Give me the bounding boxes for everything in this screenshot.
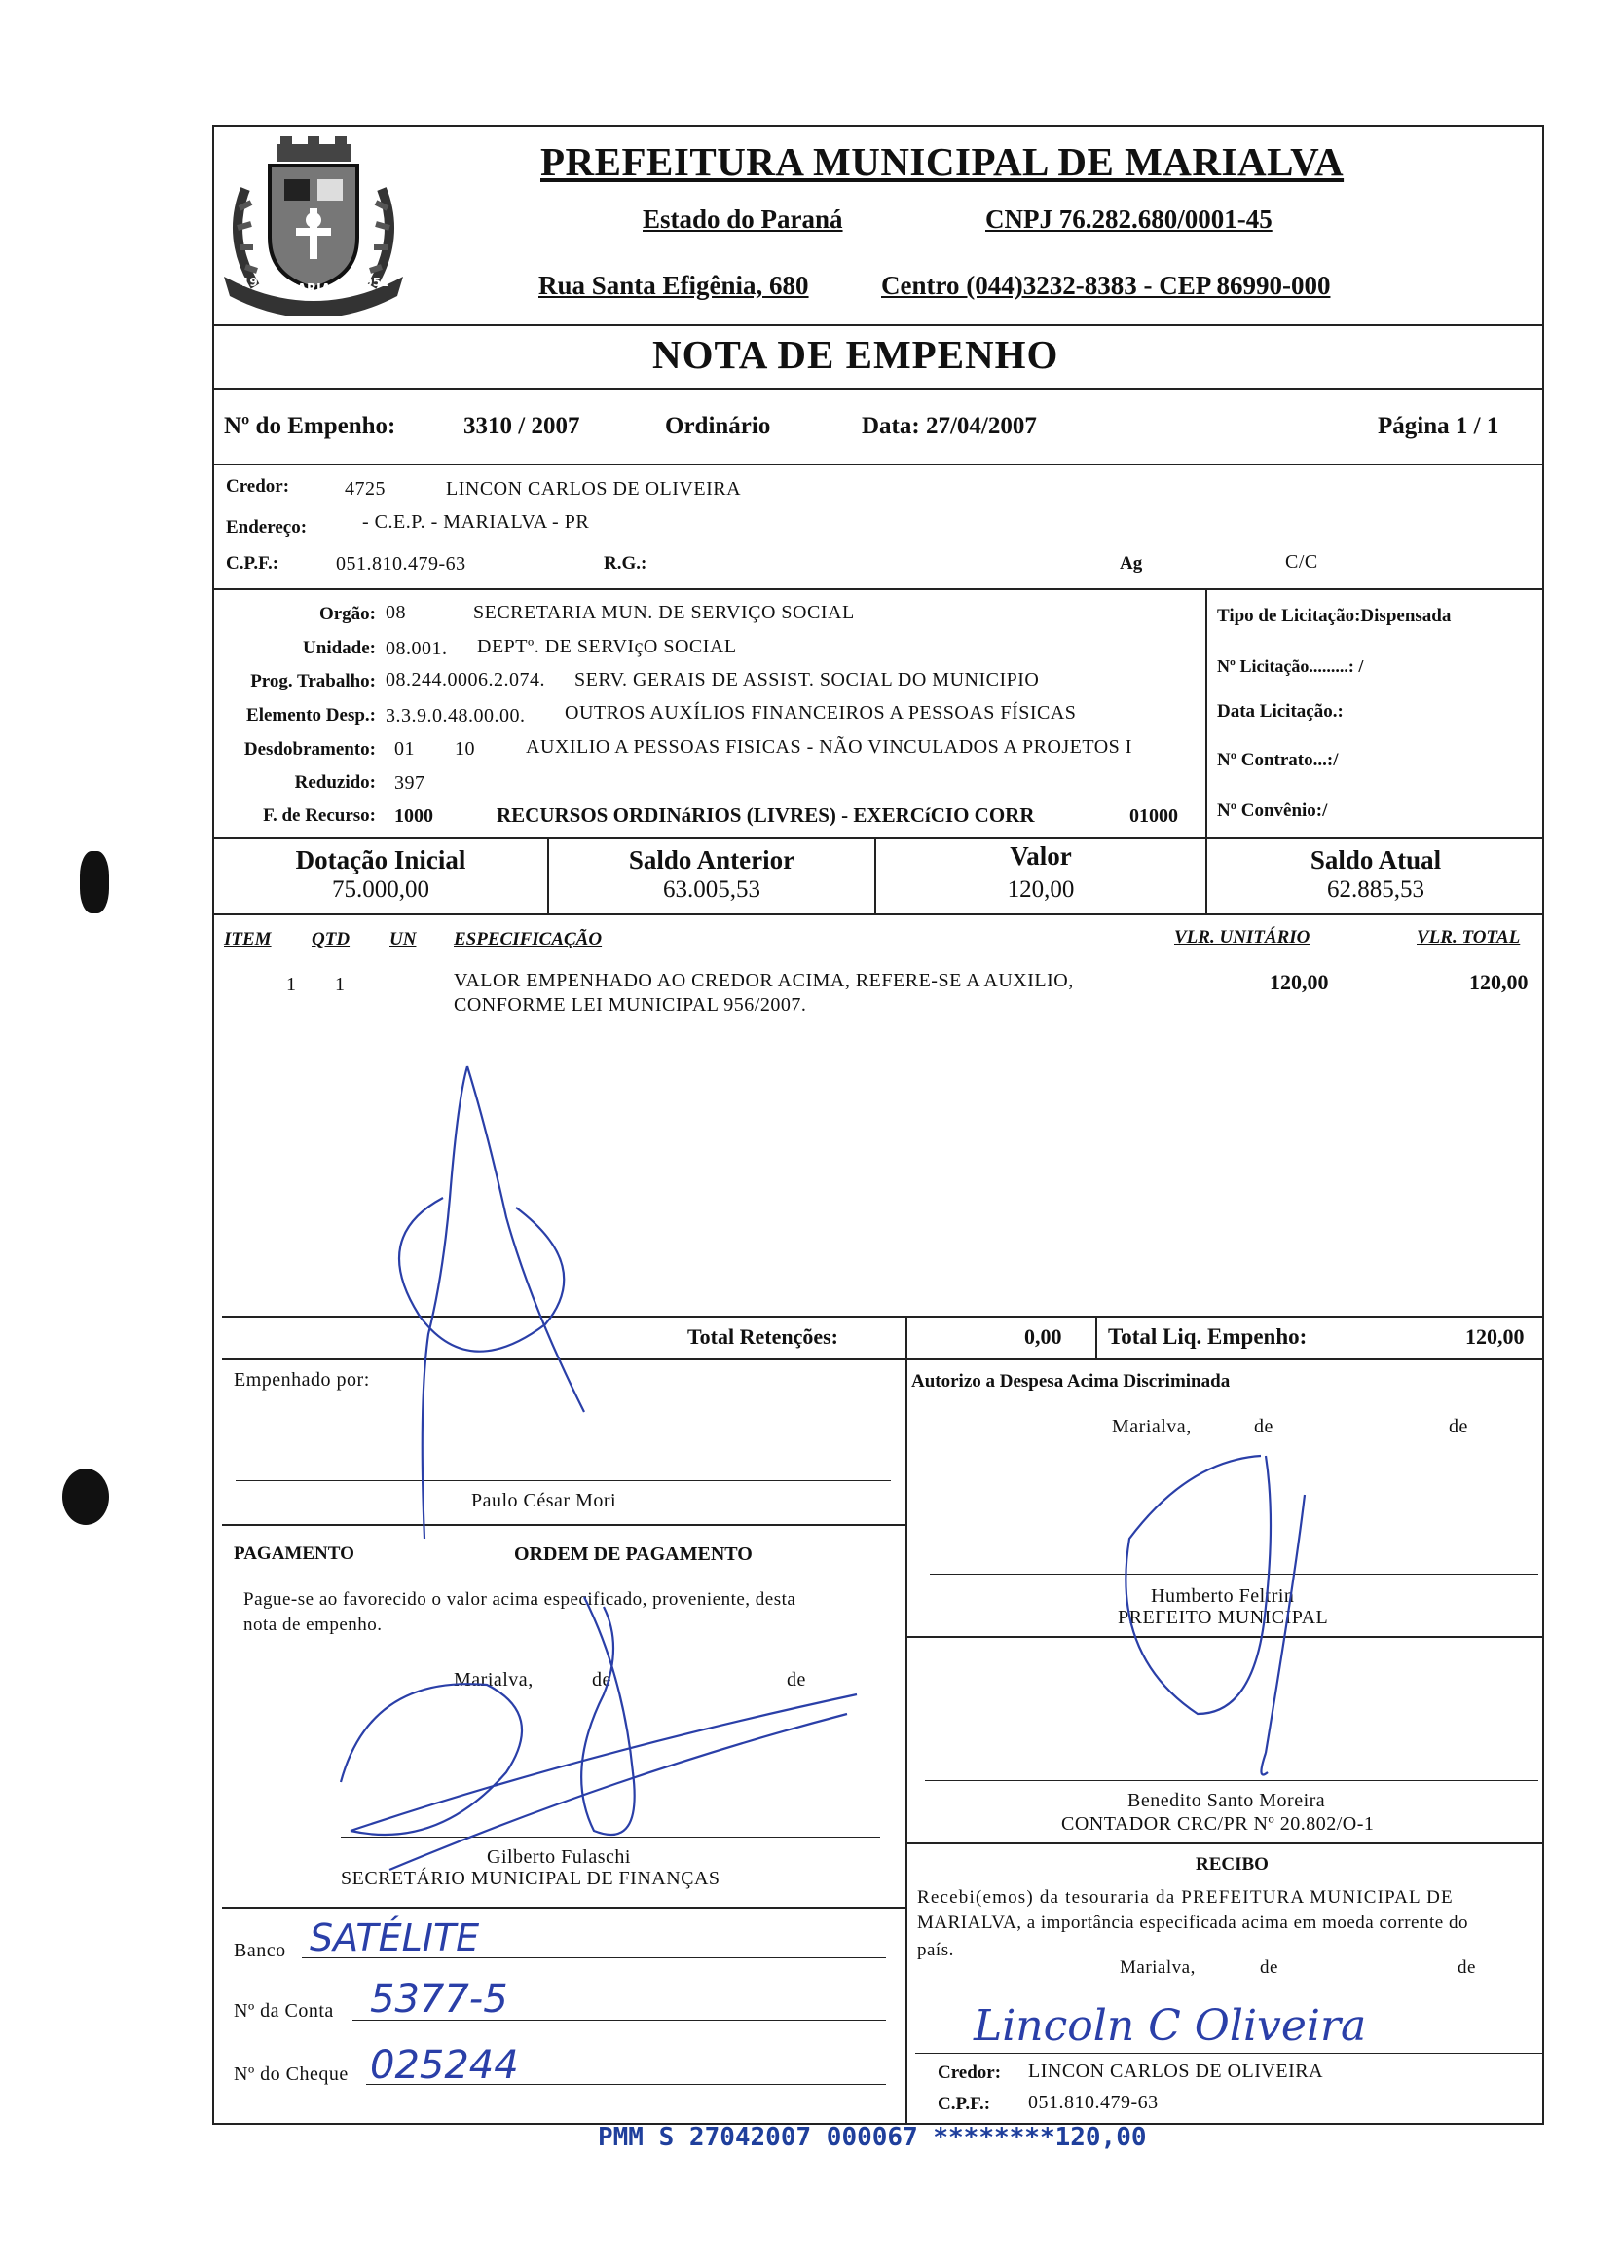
- item-number: 1: [286, 974, 297, 995]
- cheque-label: Nº do Cheque: [234, 2064, 349, 2085]
- divider: [1095, 1316, 1097, 1358]
- conta-label: Nº da Conta: [234, 2000, 334, 2022]
- orgao-desc: SECRETARIA MUN. DE SERVIÇO SOCIAL: [473, 602, 855, 623]
- endereco-label: Endereço:: [226, 517, 308, 538]
- dotacao-inicial-label: Dotação Inicial: [295, 845, 466, 874]
- recurso-code-2: 01000: [1129, 805, 1178, 827]
- prog-desc: SERV. GERAIS DE ASSIST. SOCIAL DO MUNICIPIO: [574, 669, 1040, 690]
- divider: [905, 1636, 1544, 1638]
- numero-convenio: Nº Convênio:/: [1217, 800, 1328, 821]
- cpf-label: C.P.F.:: [226, 553, 279, 574]
- prefeito-name: Humberto Feltrin: [1151, 1585, 1295, 1607]
- valor-value: 120,00: [1007, 876, 1075, 903]
- cnpj: CNPJ 76.282.680/0001-45: [985, 204, 1273, 234]
- col-total-header: VLR. TOTAL: [1417, 927, 1521, 948]
- pagamento-text-2: nota de empenho.: [243, 1615, 383, 1635]
- pagamento-place: Marialva,: [454, 1669, 534, 1691]
- signature-line: [930, 1574, 1538, 1575]
- saldo-anterior-value: 63.005,53: [663, 876, 760, 903]
- cpf-value: 051.810.479-63: [336, 553, 466, 575]
- address: Rua Santa Efigênia, 680: [538, 271, 809, 300]
- divider: [212, 588, 1544, 590]
- autorizo-de-1: de: [1254, 1416, 1273, 1437]
- divider: [212, 913, 1544, 915]
- divider: [212, 837, 1544, 839]
- recurso-label: F. de Recurso:: [263, 805, 376, 826]
- secretario-role: SECRETÁRIO MUNICIPAL DE FINANÇAS: [341, 1868, 720, 1889]
- autorizo-label: Autorizo a Despesa Acima Discriminada: [911, 1371, 1231, 1392]
- contact-info: Centro (044)3232-8383 - CEP 86990-000: [881, 271, 1331, 300]
- col-spec-header: ESPECIFICAÇÃO: [454, 929, 603, 949]
- divider: [905, 1358, 907, 2125]
- credor-label: Credor:: [226, 476, 290, 497]
- recibo-label: RECIBO: [1196, 1854, 1269, 1875]
- pagamento-text-1: Pague-se ao favorecido o valor acima especificado, proveniente, desta: [243, 1589, 796, 1610]
- saldo-anterior-label: Saldo Anterior: [628, 845, 795, 874]
- saldo-atual-value: 62.885,53: [1327, 876, 1424, 903]
- col-un-header: UN: [389, 929, 417, 949]
- pagamento-de-2: de: [787, 1669, 806, 1691]
- signature-line: [915, 2053, 1544, 2054]
- empenho-label: Nº do Empenho:: [224, 413, 396, 439]
- item-spec-line-1: VALOR EMPENHADO AO CREDOR ACIMA, REFERE-SE A AUXILIO,: [454, 970, 1074, 991]
- empenho-date: Data: 27/04/2007: [862, 413, 1037, 439]
- recurso-code: 1000: [394, 805, 433, 827]
- banco-label: Banco: [234, 1940, 286, 1961]
- scan-hole-mark: [62, 1469, 109, 1525]
- desdobramento-code-2: 10: [455, 738, 475, 760]
- scan-hole-mark: [80, 851, 109, 913]
- numero-contrato: Nº Contrato...:/: [1217, 750, 1339, 770]
- recibo-credor-name: LINCON CARLOS DE OLIVEIRA: [1028, 2061, 1324, 2082]
- empenhado-por-name: Paulo César Mori: [471, 1490, 617, 1511]
- elemento-desc: OUTROS AUXÍLIOS FINANCEIROS A PESSOAS FÍSICAS: [565, 702, 1077, 724]
- crest-year-left: 1951: [241, 276, 275, 289]
- desdobramento-desc: AUXILIO A PESSOAS FISICAS - NÃO VINCULADOS A PROJETOS I: [526, 736, 1132, 758]
- empenhado-por-label: Empenhado por:: [234, 1369, 370, 1391]
- col-item-header: ITEM: [224, 929, 272, 949]
- orgao-label: Orgão:: [318, 604, 376, 624]
- total-liquido-value: 120,00: [1465, 1324, 1525, 1349]
- desdobramento-label: Desdobramento:: [243, 739, 376, 760]
- saldo-atual-label: Saldo Atual: [1310, 845, 1442, 874]
- divider: [1205, 588, 1207, 837]
- credor-signature: Lincoln C Oliveira: [974, 2001, 1367, 2051]
- desdobramento-code: 01: [394, 738, 415, 760]
- recibo-de-1: de: [1260, 1957, 1278, 1978]
- recibo-text-2: MARIALVA, a importância especificada acima em moeda corrente do: [917, 1913, 1468, 1933]
- agency-label: Ag: [1120, 553, 1143, 574]
- col-unit-header: VLR. UNITÁRIO: [1174, 927, 1310, 948]
- signature-line: [341, 1837, 880, 1838]
- conta-value: 5377-5: [370, 1977, 508, 2022]
- banco-value: SATÉLITE: [310, 1916, 480, 1959]
- recurso-desc: RECURSOS ORDINáRIOS (LIVRES) - EXERCíCIO CORR: [497, 803, 1035, 827]
- elemento-code: 3.3.9.0.48.00.00.: [386, 705, 526, 726]
- tipo-licitacao: Tipo de Licitação:Dispensada: [1217, 606, 1452, 626]
- account-label: C/C: [1285, 551, 1318, 573]
- payment-stamp: PMM S 27042007 000067 ********120,00: [598, 2123, 1147, 2152]
- pagamento-de-1: de: [592, 1669, 611, 1691]
- divider: [222, 1316, 1544, 1318]
- unidade-code: 08.001.: [386, 638, 448, 659]
- crest-banner-text: MARIALVA: [284, 282, 356, 297]
- pagamento-label: PAGAMENTO: [234, 1543, 354, 1564]
- prefeito-role: PREFEITO MUNICIPAL: [1118, 1607, 1329, 1628]
- divider: [212, 388, 1544, 390]
- unidade-desc: DEPTº. DE SERVIçO SOCIAL: [477, 636, 737, 657]
- item-spec-line-2: CONFORME LEI MUNICIPAL 956/2007.: [454, 994, 807, 1016]
- credor-name: LINCON CARLOS DE OLIVEIRA: [446, 478, 742, 500]
- rg-label: R.G.:: [604, 553, 647, 574]
- autorizo-place: Marialva,: [1112, 1416, 1192, 1437]
- endereco-value: - C.E.P. - MARIALVA - PR: [362, 511, 590, 533]
- cheque-value: 025244: [370, 2043, 519, 2088]
- empenho-type: Ordinário: [665, 413, 771, 439]
- numero-licitacao: Nº Licitação.........: /: [1217, 656, 1364, 676]
- recibo-text-3: país.: [917, 1940, 954, 1960]
- page-number: Página 1 / 1: [1378, 413, 1499, 439]
- valor-label: Valor: [1010, 841, 1072, 871]
- divider: [222, 1358, 1544, 1360]
- dotacao-inicial-value: 75.000,00: [332, 876, 429, 903]
- recibo-text-1: Recebi(emos) da tesouraria da PREFEITURA MUNICIPAL DE: [917, 1887, 1454, 1908]
- item-unit-price: 120,00: [1270, 970, 1329, 994]
- autorizo-de-2: de: [1449, 1416, 1468, 1437]
- divider: [212, 324, 1544, 326]
- recibo-cpf-value: 051.810.479-63: [1028, 2092, 1159, 2113]
- item-total-price: 120,00: [1469, 970, 1529, 994]
- divider: [222, 1907, 905, 1909]
- empenho-number: 3310 / 2007: [463, 413, 580, 439]
- total-retencoes-label: Total Retenções:: [687, 1324, 838, 1349]
- divider: [905, 1842, 1544, 1844]
- total-liquido-label: Total Liq. Empenho:: [1108, 1324, 1308, 1349]
- data-licitacao: Data Licitação.:: [1217, 701, 1344, 722]
- recibo-de-2: de: [1458, 1957, 1476, 1978]
- secretario-name: Gilberto Fulaschi: [487, 1846, 631, 1868]
- ordem-pagamento-label: ORDEM DE PAGAMENTO: [514, 1543, 753, 1565]
- total-retencoes-value: 0,00: [1024, 1324, 1062, 1349]
- crest-year-right: 1951: [356, 276, 389, 289]
- contador-role: CONTADOR CRC/PR Nº 20.802/O-1: [1061, 1813, 1375, 1835]
- prog-code: 08.244.0006.2.074.: [386, 669, 545, 690]
- reduzido-code: 397: [394, 772, 425, 794]
- divider: [212, 464, 1544, 465]
- municipality-title: PREFEITURA MUNICIPAL DE MARIALVA: [540, 139, 1345, 184]
- recibo-credor-label: Credor:: [938, 2063, 1002, 2083]
- reduzido-label: Reduzido:: [294, 772, 376, 793]
- credor-code: 4725: [345, 478, 386, 500]
- prog-label: Prog. Trabalho:: [250, 671, 376, 691]
- divider: [222, 1524, 905, 1526]
- signature-line: [925, 1780, 1538, 1781]
- unidade-label: Unidade:: [303, 638, 376, 658]
- col-qtd-header: QTD: [312, 929, 351, 949]
- recibo-cpf-label: C.P.F.:: [938, 2094, 991, 2114]
- signature-line: [236, 1480, 891, 1481]
- state-name: Estado do Paraná: [643, 204, 843, 234]
- recibo-place: Marialva,: [1120, 1957, 1196, 1978]
- item-qty: 1: [335, 974, 346, 995]
- elemento-label: Elemento Desp.:: [246, 705, 376, 725]
- document-title: NOTA DE EMPENHO: [652, 332, 1059, 377]
- orgao-code: 08: [386, 602, 406, 623]
- divider: [905, 1316, 907, 1358]
- contador-name: Benedito Santo Moreira: [1127, 1790, 1326, 1811]
